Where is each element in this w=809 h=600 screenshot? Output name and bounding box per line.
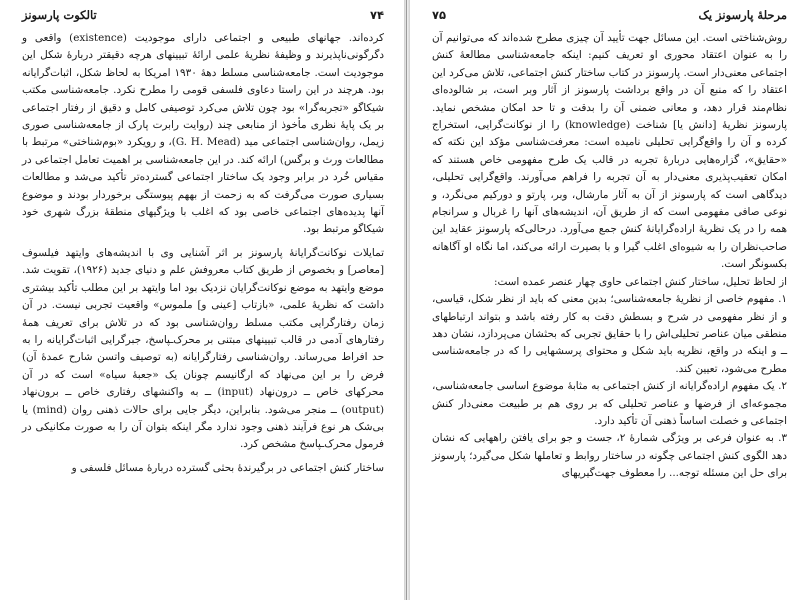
- left-paragraph-2: تمایلات نوکانت‌گرایانهٔ پارسونز بر اثر آشنایی وی با اندیشه‌های وایتهد فیلسوف [معاصر] و بخصوص از طریق کتاب معروفش علم و دنیای جدید (۱۹۲۶)، تقویت شد. موضع وایتهد به موضع نوکانت‌گرایان نزدیک بود اما وایتهد بر این مطلب تأکید بیشتری داشت که نظریهٔ علمی، «بازتاب [عینی و] ملموس» واقعیت تجربی نیست. در آن زمان رفتارگرایی مکتب مسلط روان‌شناسی بود که در تلاش برای تعریف همهٔ رفتارهای آدمی در قالب تبیینهای مبتنی بر محرک‌ـپاسخ، جبرگرایی اثبات‌گرایانه را به حد افراط می‌رساند. روان‌شناسی رفتارگرایانه (به توصیف واتسن شارح عمدهٔ آن) فرض را بر این می‌نهاد که ارگانیسم چونان یک «جعبهٔ سیاه» است که در آن محرکهای خاص ــ درون‌نهاد (input) ــ به واکنشهای رفتاری خاص ــ برون‌نهاد (output) ــ منجر می‌شود. بنابراین، دیگر جایی برای حالات ذهنی روان (mind) یا بی‌شک هر نوع فرآیند ذهنی وجود ندارد مگر اینکه بتوان آن را به صورت مکانیکی در فرمول محرک‌ـپاسخ مشخص کرد.: [22, 246, 385, 451]
- list-item: ۳. به عنوان فرعی بر ویژگی شمارهٔ ۲، جست و جو برای یافتن راههایی که نشان دهد الگوی کنش اجتماعی چگونه در ساختار روابط و تعاملها شکل می‌گیرد؛ پارسونز برای حل این مسئله توجه... را معطوف جهت‌گیریهای: [432, 432, 787, 480]
- right-numbered-list: [432, 291, 787, 482]
- right-page-header: [432, 8, 787, 30]
- left-page-body: [22, 30, 384, 477]
- right-paragraph-1: روش‌شناختی است. این مسائل جهت تأیید آن چیزی مطرح شده‌اند که می‌توانیم آن را به عنوان اعتقاد محوری او تعریف کنیم: اینکه جامعه‌شناسی مطالعهٔ کنش اجتماعی معنی‌دار است. پارسونز در کتاب ساختار کنش اجتماعی، تلاش می‌کرد این اعتقاد را که منبع آن در واقع برداشت پارسونز از آثار وبر است، بر شالوده‌ای نظام‌مند قرار دهد، و معانی ضمنی آن را بدقت و تا حد امکان مشخص نماید. پارسونز نظریهٔ [دانش یا] شناخت (knowledge) را از نوکانت‌گرایی، استخراج کرده و آن را واقع‌گرایی تحلیلی نامیده است: معرفت‌شناسی مؤکد این نکته که «حقایق»، گزاره‌هایی دربارهٔ تجربه در قالب یک طرح مفهومی خاص هستند که امکان تعقیب‌پذیری معنی‌دار به آن تجربه را فراهم می‌آورند. واقع‌گرایی تحلیلی، دیدگاهی است که پارسونز از آن به آثار مارشال، وبر، پارتو و دورکیم می‌نگرد، و نوعی صافی مفهومی است که از طریق آن، اندیشه‌های آنها را غربال و سرانجام همه را در یک نظریهٔ اراده‌گرایانهٔ کنش جمع می‌آورد. درحالی‌که پارسونز عقاید این صاحب‌نظران را به شیوه‌ای اغلب گیرا و با بصیرت ارائه می‌کند، اما نگاه او آگاهانه بکسونگر است.: [432, 32, 787, 271]
- left-paragraph-3: ساختار کنش اجتماعی در برگیرندهٔ بحثی گسترده دربارهٔ مسائل فلسفی و: [71, 461, 384, 474]
- list-item: ۱. مفهوم خاصی از نظریهٔ جامعه‌شناسی؛ بدین معنی که باید از نظر شکل، قیاسی، و از نظر مفهومی در شرح و بسطش دقت به کار رفته باشد و بتواند ارتباطهای منطقی میان عناصر تحلیلی‌اش را با حقایق تجربی که بحثشان می‌پردازد، نشان دهد ــ و اینکه در واقع، نظریه باید شکل و محتوای پرسشهایی را که در جامعه‌شناسی مطرح می‌شود، تعیین کند.: [432, 293, 787, 375]
- right-page-running-title: مرحلهٔ پارسونز یک: [698, 8, 787, 22]
- gutter-divider: [406, 0, 407, 600]
- left-paragraph-1: کرده‌اند. جهانهای طبیعی و اجتماعی دارای موجودیت (existence) واقعی و دگرگونی‌ناپذیرند و وظیفهٔ نظریهٔ علمی ارائهٔ تبیینهای هرچه دقیقتر دربارهٔ شکل این موجودیت است. جامعه‌شناسی مسلط دههٔ ۱۹۳۰ امریکا به لحاظ شکل، اثبات‌گرایانه بود. هرچند در این راستا دعاوی فلسفی قومی را مطرح نکرد. جامعه‌شناسی مکتب شیکاگو «تجربه‌گرا» بود چون تلاش می‌کرد توصیفی کامل و دقیق از رفتار اجتماعی بر یک پایهٔ نظری مأخوذ از منابعی چند (روایت رابرت پارک از جامعه‌شناسی صوری زیمل، روان‌شناسی اجتماعی مید (G. H. Mead)، و رویکرد «بوم‌شناختی» مرتبط با مطالعات ورث و برگس) ارائه کند. در این جامعه‌شناسی بر اهمیت تعامل اجتماعی در مقیاس خُرد در برابر وجود یک ساختار اجتماعی گسترده‌تر تأکید می‌شد و مطالعات بسیاری صورت می‌گرفت که به زحمت از بههم پیوستگی برخوردار بودند و موضوع آنها پدیده‌های اجتماعی خاصی بود که اغلب با ویژگیهای منطقهٔ بزرگ شهری خود شیکاگو مرتبط بود.: [22, 32, 384, 236]
- list-item: ۲. یک مفهوم اراده‌گرایانه از کنش اجتماعی به مثابهٔ موضوع اساسی جامعه‌شناسی، مجموعه‌ای از فرضها و عناصر تحلیلی که بر روی هم بر طبیعت معنی‌دار کنش اجتماعی و خصلت اساساً ذهنی آن تأکید دارد.: [432, 380, 787, 427]
- left-page-header: [22, 8, 384, 30]
- left-page: [0, 0, 404, 600]
- right-subheading: از لحاظ تحلیل، ساختار کنش اجتماعی حاوی چهار عنصر عمده است:: [493, 275, 787, 288]
- left-page-number: ۷۴: [369, 8, 384, 22]
- right-page-number: ۷۵: [432, 8, 447, 22]
- right-page-body: [432, 30, 787, 483]
- right-page: [410, 0, 809, 600]
- left-page-running-title: تالکوت پارسونز: [22, 8, 97, 22]
